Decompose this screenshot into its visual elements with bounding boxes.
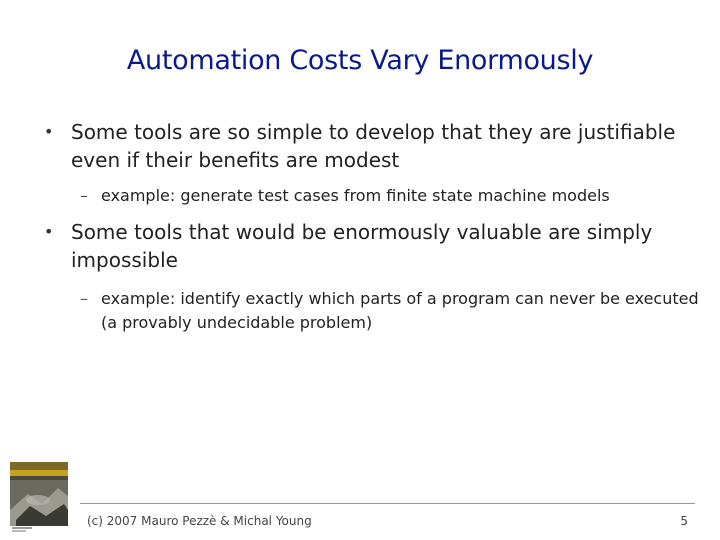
bullet-text: Some tools that would be enormously valuable are simply impossible [71,220,653,272]
footer-credit: (c) 2007 Mauro Pezzè & Michal Young [87,514,312,528]
bullet-marker: • [44,122,54,141]
page-number: 5 [680,514,688,528]
book-cover-image [8,460,70,534]
sub-bullet-text: example: generate test cases from finite state machine models [101,186,610,205]
footer-divider [80,503,695,504]
sub-bullet-text: example: identify exactly which parts of a program can never be executed (a provably undecidable problem) [101,289,699,332]
bullet-list [40,118,700,335]
bullet-item [40,118,700,174]
sub-bullet-marker: – [80,186,88,205]
slide-title: Automation Costs Vary Enormously [126,45,594,76]
bullet-text: Some tools are so simple to develop that they are justifiable even if their benefits are modest [71,120,676,172]
bullet-item [40,218,700,274]
sub-bullet-item [40,184,700,208]
book-cover-graphic [8,460,70,534]
sub-bullet-item [40,287,700,335]
bullet-marker: • [44,222,54,241]
sub-bullet-marker: – [80,289,88,308]
